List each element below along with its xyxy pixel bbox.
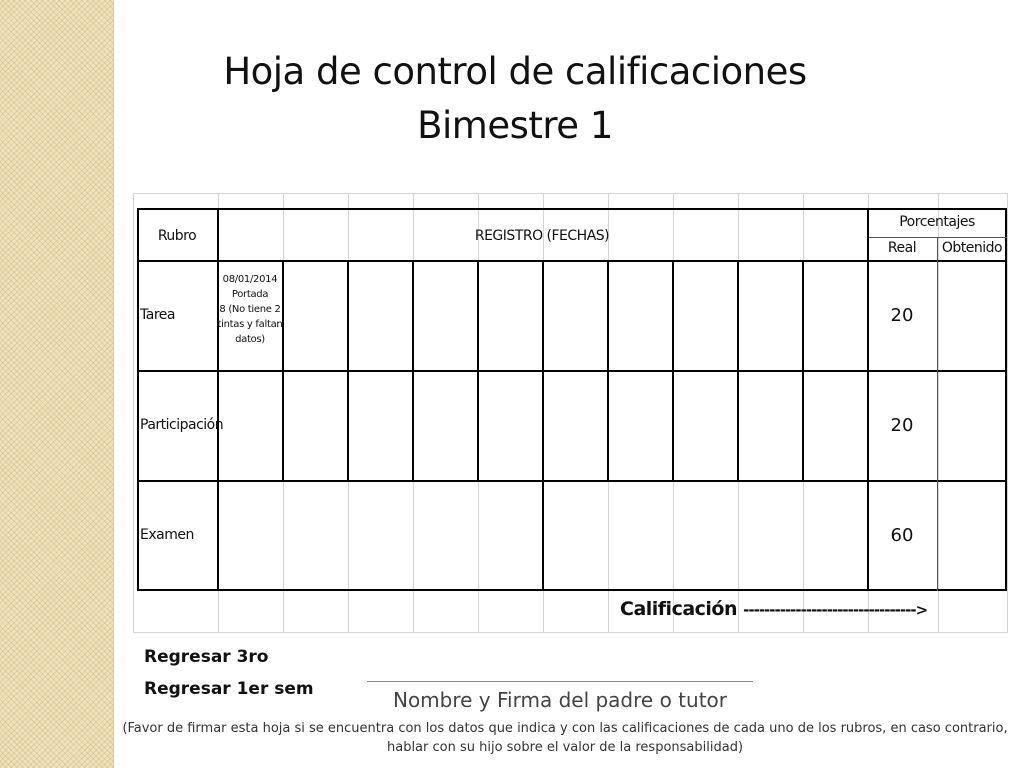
header-registro: REGISTRO (FECHAS)	[474, 228, 610, 244]
table-line	[542, 260, 544, 480]
entry-line: Portada	[231, 289, 269, 300]
table-line	[137, 260, 1007, 262]
calificacion-row	[620, 598, 927, 620]
grid-line	[133, 193, 134, 633]
grades-table	[137, 208, 1007, 591]
table-line	[737, 260, 739, 480]
header-real: Real	[887, 240, 917, 256]
row-label-tarea: Tarea	[140, 307, 175, 323]
header-obtenido: Obtenido	[941, 240, 1003, 256]
first-registro-entry	[217, 272, 283, 347]
entry-line: 8 (No tiene 2	[219, 304, 281, 315]
entry-date: 08/01/2014	[222, 274, 278, 285]
table-line	[137, 370, 1007, 372]
page-title: Hoja de control de calificaciones	[223, 50, 807, 93]
decorative-side-pattern	[0, 0, 113, 768]
signature-label: Nombre y Firma del padre o tutor	[392, 688, 727, 712]
table-line	[607, 260, 609, 480]
real-value-examen: 60	[890, 525, 914, 546]
table-line	[477, 260, 479, 480]
row-label-examen: Examen	[140, 527, 194, 543]
table-line	[412, 260, 414, 480]
table-line	[542, 480, 544, 591]
calificacion-arrow: --------------------------------->	[743, 601, 928, 619]
real-value-tarea: 20	[890, 305, 914, 326]
signature-line	[367, 681, 753, 682]
grid-line	[133, 632, 1008, 633]
table-line	[802, 260, 804, 480]
side-divider	[113, 0, 114, 768]
table-line	[672, 260, 674, 480]
entry-line: datos)	[235, 334, 265, 345]
table-line	[137, 480, 1007, 482]
real-value-participacion: 20	[890, 415, 914, 436]
signature-note: (Favor de firmar esta hoja si se encuentra con los datos que indica y con las calificaciones de cada uno de los rubros, en caso contrario, hablar con su hijo sobre el valor de la responsabilidad)	[122, 721, 1008, 755]
calificacion-label: Calificación	[620, 598, 738, 620]
grid-line	[133, 193, 1008, 194]
back-1er-sem-link[interactable]: Regresar 1er sem	[144, 679, 314, 699]
page-subtitle: Bimestre 1	[417, 104, 613, 147]
table-line	[217, 208, 219, 591]
header-porcentajes: Porcentajes	[899, 214, 975, 230]
table-line	[347, 260, 349, 480]
back-3ro-link[interactable]: Regresar 3ro	[144, 647, 269, 667]
grid-line	[1007, 193, 1008, 633]
header-rubro: Rubro	[157, 228, 197, 244]
row-label-participacion: Participación	[140, 417, 224, 433]
table-line	[937, 237, 938, 591]
entry-line: tintas y faltan	[217, 319, 283, 330]
